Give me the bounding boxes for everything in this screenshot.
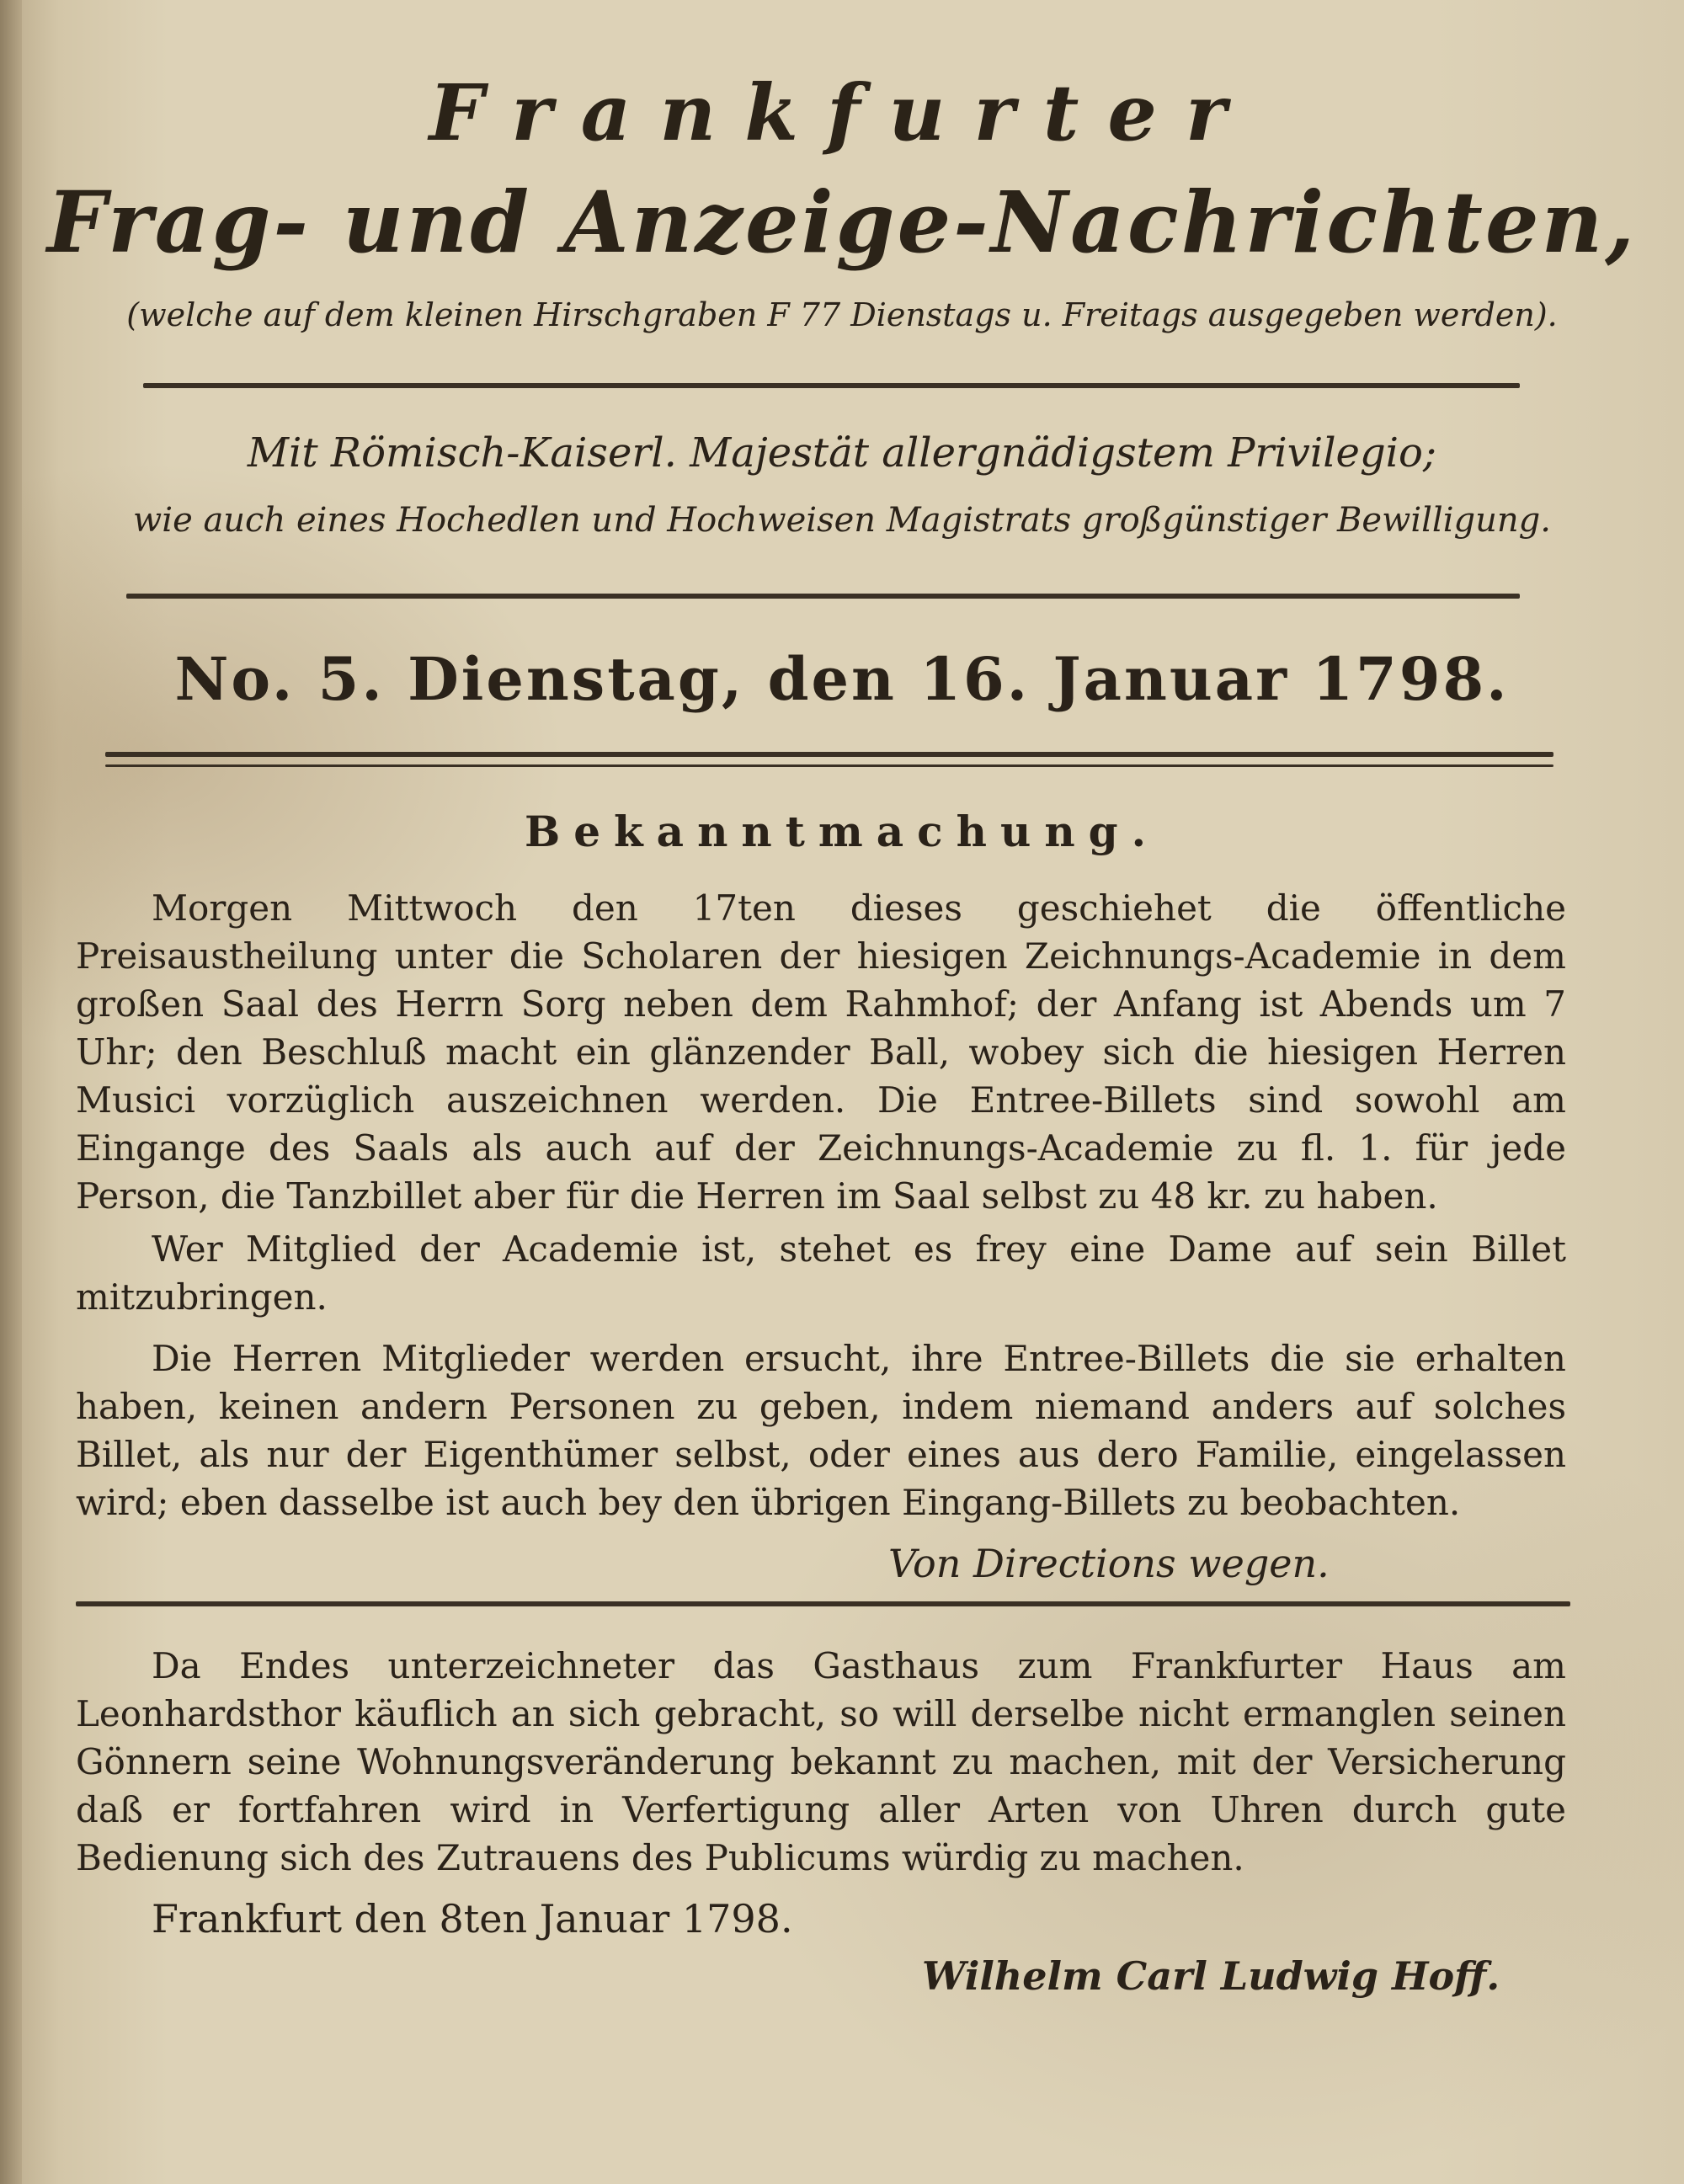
announcement-heading: Bekanntmachung. xyxy=(524,807,1160,856)
announcement-paragraph: Wer Mitglied der Academie ist, stehet es frey eine Dame auf sein Billet mitzubringen. xyxy=(76,1228,1566,1318)
notice-place-date: Frankfurt den 8ten Januar 1798. xyxy=(152,1896,793,1942)
masthead-title-line2: Frag- und Anzeige-Nachrichten, xyxy=(46,173,1638,272)
notice-paragraph: Da Endes unterzeichneter das Gasthaus zum Frankfurter Haus am Leonhardsthor käuflich an sich gebracht, so will derselbe nicht ermanglen seinen Gönnern seine Wohnungsveränderung bekannt zu machen, mit der Versicherung daß er fortfahren wird in Verfertigung aller Arten von Uhren durch gute Bedienung sich des Zutrauens des Publicums würdig zu machen. xyxy=(76,1645,1566,1878)
divider-rule xyxy=(105,752,1553,757)
divider-rule xyxy=(76,1601,1570,1606)
issue-line: No. 5. Dienstag, den 16. Januar 1798. xyxy=(174,644,1510,714)
masthead-subtitle: (welche auf dem kleinen Hirschgraben F 77 Dienstags u. Freitags ausgegeben werden). xyxy=(126,296,1558,333)
divider-rule xyxy=(143,383,1520,388)
privilege-line2: wie auch eines Hochedlen und Hochweisen Magistrats großgünstiger Bewilligung. xyxy=(133,501,1551,540)
divider-rule xyxy=(105,764,1553,767)
privilege-line1: Mit Römisch-Kaiserl. Majestät allergnädigstem Privilegio; xyxy=(247,429,1437,477)
announcement-paragraph: Die Herren Mitglieder werden ersucht, ihre Entree-Billets die sie erhalten haben, keinen andern Personen zu geben, indem niemand anders auf solches Billet, als nur der Eigenthümer selbst, oder eines aus dero Familie, eingelassen wird; eben dasselbe ist auch bey den übrigen Eingang-Billets zu beobachten. xyxy=(76,1338,1566,1523)
divider-rule xyxy=(126,594,1520,599)
announcement-paragraph: Morgen Mittwoch den 17ten dieses geschiehet die öffentliche Preisaustheilung unter die Scholaren der hiesigen Zeichnungs-Academie in dem großen Saal des Herrn Sorg neben dem Rahmhof; der Anfang ist Abends um 7 Uhr; den Beschluß macht ein glänzender Ball, wobey sich die hiesigen Herren Musici vorzüglich auszeichnen werden. Die Entree-Billets sind sowohl am Eingange des Saals als auch auf der Zeichnungs-Academie zu fl. 1. für jede Person, die Tanzbillet aber für die Herren im Saal selbst zu 48 kr. zu haben. xyxy=(76,887,1566,1217)
announcement-signature: Von Directions wegen. xyxy=(888,1541,1330,1586)
masthead-title-line1: Frankfurter xyxy=(429,67,1255,158)
notice-signature: Wilhelm Carl Ludwig Hoff. xyxy=(922,1953,1500,1999)
